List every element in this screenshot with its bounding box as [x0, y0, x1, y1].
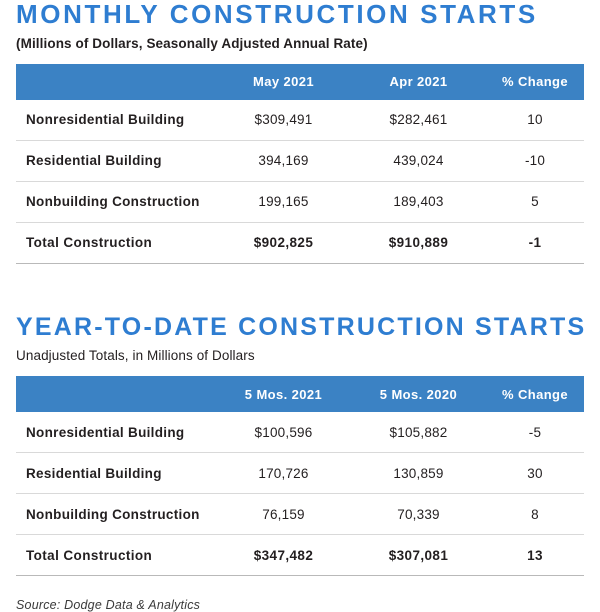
- row-value-current: 199,165: [216, 181, 351, 222]
- table-row: [16, 140, 584, 181]
- table-row: [16, 412, 584, 453]
- column-header-change: % Change: [486, 64, 584, 100]
- table-row-total: [16, 535, 584, 576]
- row-label: Nonresidential Building: [16, 412, 216, 453]
- table-header-row: [16, 376, 584, 412]
- row-value-previous: 439,024: [351, 140, 486, 181]
- row-value-change: 10: [486, 100, 584, 141]
- column-header-change: % Change: [486, 376, 584, 412]
- ytd-table-head: [16, 376, 584, 412]
- column-header-previous: Apr 2021: [351, 64, 486, 100]
- row-value-current: $347,482: [216, 535, 351, 576]
- monthly-table-head: [16, 64, 584, 100]
- row-value-previous: 130,859: [351, 453, 486, 494]
- row-value-previous: 189,403: [351, 181, 486, 222]
- table-row: [16, 453, 584, 494]
- row-value-change: 30: [486, 453, 584, 494]
- row-value-previous: $282,461: [351, 100, 486, 141]
- table-row-total: [16, 222, 584, 263]
- monthly-construction-table: [16, 64, 584, 264]
- row-label: Nonresidential Building: [16, 100, 216, 141]
- monthly-subtitle: (Millions of Dollars, Seasonally Adjusted Annual Rate): [16, 35, 368, 51]
- column-header-previous: 5 Mos. 2020: [351, 376, 486, 412]
- row-value-current: $100,596: [216, 412, 351, 453]
- row-label: Nonbuilding Construction: [16, 494, 216, 535]
- row-value-current: $902,825: [216, 222, 351, 263]
- table-row: [16, 494, 584, 535]
- ytd-table-body: [16, 412, 584, 576]
- row-value-current: 170,726: [216, 453, 351, 494]
- page-title: MONTHLY CONSTRUCTION STARTS: [16, 0, 538, 29]
- table-row: [16, 181, 584, 222]
- column-header-current: May 2021: [216, 64, 351, 100]
- monthly-construction-section: [16, 0, 584, 264]
- row-label: Total Construction: [16, 222, 216, 263]
- column-header-category: [16, 64, 216, 100]
- table-header-row: [16, 64, 584, 100]
- row-value-previous: $910,889: [351, 222, 486, 263]
- table-row: [16, 100, 584, 141]
- row-label: Residential Building: [16, 140, 216, 181]
- row-value-change: 13: [486, 535, 584, 576]
- row-value-change: 5: [486, 181, 584, 222]
- row-label: Total Construction: [16, 535, 216, 576]
- row-value-change: -1: [486, 222, 584, 263]
- row-value-previous: 70,339: [351, 494, 486, 535]
- monthly-table-wrap: [16, 64, 584, 264]
- row-value-previous: $307,081: [351, 535, 486, 576]
- column-header-category: [16, 376, 216, 412]
- row-value-change: 8: [486, 494, 584, 535]
- ytd-table-wrap: [16, 376, 584, 576]
- ytd-construction-section: [16, 312, 587, 577]
- monthly-table-body: [16, 100, 584, 264]
- row-value-previous: $105,882: [351, 412, 486, 453]
- row-value-current: 394,169: [216, 140, 351, 181]
- source-note: Source: Dodge Data & Analytics: [16, 598, 201, 612]
- column-header-current: 5 Mos. 2021: [216, 376, 351, 412]
- row-value-current: $309,491: [216, 100, 351, 141]
- row-value-current: 76,159: [216, 494, 351, 535]
- row-label: Nonbuilding Construction: [16, 181, 216, 222]
- section-spacer: [16, 264, 584, 314]
- ytd-construction-table: [16, 376, 584, 576]
- row-value-change: -5: [486, 412, 584, 453]
- ytd-subtitle: Unadjusted Totals, in Millions of Dollars: [16, 348, 255, 364]
- row-label: Residential Building: [16, 453, 216, 494]
- ytd-title: YEAR-TO-DATE CONSTRUCTION STARTS: [16, 312, 587, 341]
- row-value-change: -10: [486, 140, 584, 181]
